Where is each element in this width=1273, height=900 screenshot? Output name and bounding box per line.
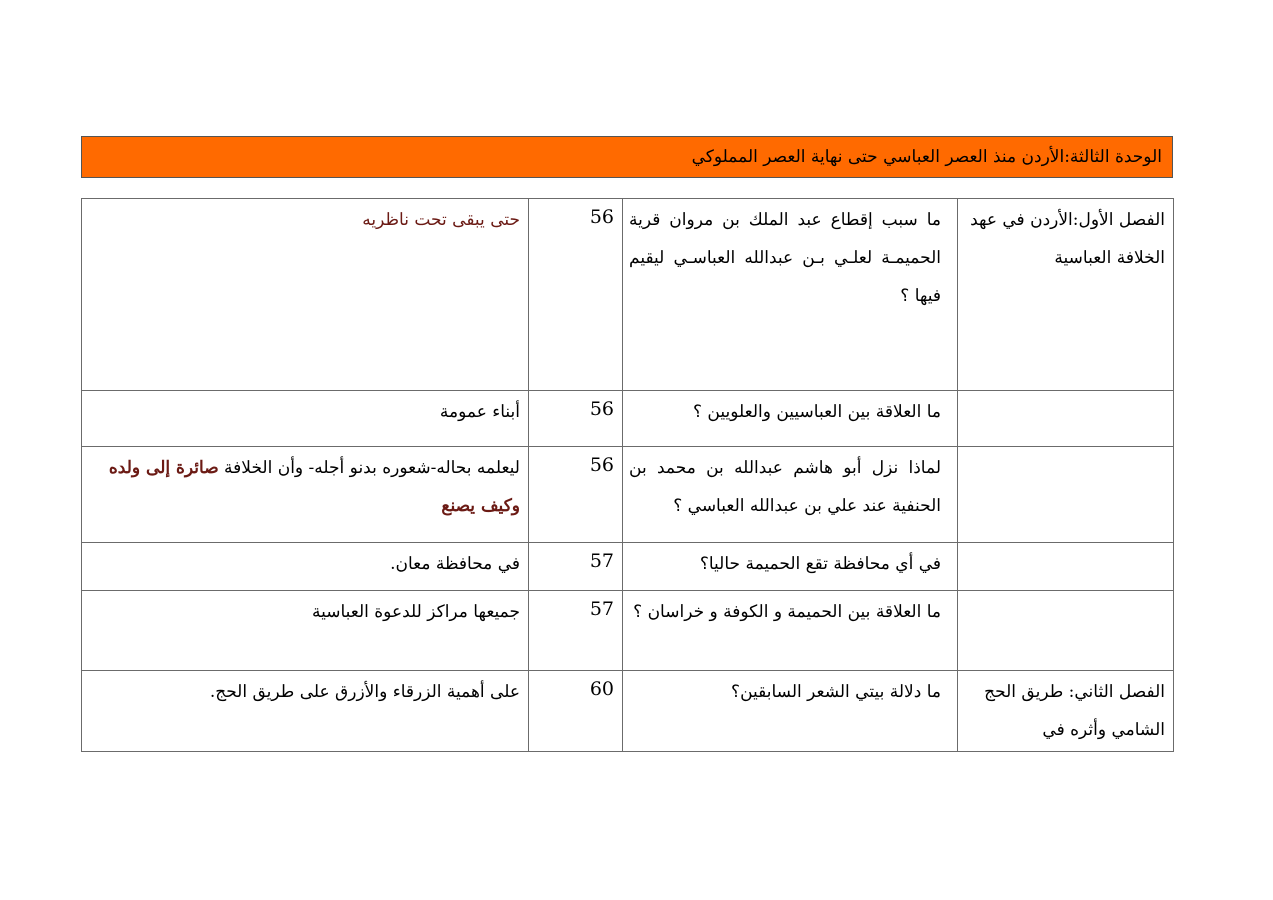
page-number-cell: 57	[529, 591, 623, 671]
answer-text-plain: ليعلمه بحاله-شعوره بدنو أجله- وأن الخلافة	[218, 458, 520, 478]
page-number-cell: 57	[529, 543, 623, 591]
question-cell: ما سبب إقطاع عبد الملك بن مروان قرية الحميمـة لعلـي بـن عبدالله العباسـي ليقيم فيها ؟	[623, 199, 958, 391]
answer-cell: في محافظة معان.	[82, 543, 529, 591]
answer-cell: على أهمية الزرقاء والأزرق على طريق الحج.	[82, 671, 529, 752]
chapter-cell	[958, 543, 1174, 591]
answer-cell: حتى يبقى تحت ناظريه	[82, 199, 529, 391]
answer-cell	[82, 447, 529, 543]
chapter-cell	[958, 591, 1174, 671]
answer-cell: جميعها مراكز للدعوة العباسية	[82, 591, 529, 671]
page-number-cell: 56	[529, 199, 623, 391]
answer-cell: أبناء عمومة	[82, 391, 529, 447]
question-cell: ما دلالة بيتي الشعر السابقين؟	[623, 671, 958, 752]
questions-table	[81, 198, 1174, 752]
chapter-cell	[958, 447, 1174, 543]
answer-text-bold: صائرة إلى ولده وكيف يصنع	[108, 458, 520, 516]
table-row	[82, 543, 1174, 591]
chapter-cell: الفصل الأول:الأردن في عهد الخلافة العباسية	[958, 199, 1174, 391]
question-cell: في أي محافظة تقع الحميمة حاليا؟	[623, 543, 958, 591]
table-row	[82, 671, 1174, 752]
unit-title: الوحدة الثالثة:الأردن منذ العصر العباسي حتى نهاية العصر المملوكي	[81, 136, 1173, 178]
chapter-cell	[958, 391, 1174, 447]
question-cell: ما العلاقة بين العباسيين والعلويين ؟	[623, 391, 958, 447]
page-number-cell: 56	[529, 391, 623, 447]
table-row	[82, 391, 1174, 447]
table-row	[82, 199, 1174, 391]
table-row	[82, 591, 1174, 671]
question-cell: لماذا نزل أبو هاشم عبدالله بن محمد بن الحنفية عند علي بن عبدالله العباسي ؟	[623, 447, 958, 543]
page-number-cell: 56	[529, 447, 623, 543]
chapter-cell: الفصل الثاني: طريق الحج الشامي وأثره في	[958, 671, 1174, 752]
table-row	[82, 447, 1174, 543]
page-number-cell: 60	[529, 671, 623, 752]
question-cell: ما العلاقة بين الحميمة و الكوفة و خراسان ؟	[623, 591, 958, 671]
